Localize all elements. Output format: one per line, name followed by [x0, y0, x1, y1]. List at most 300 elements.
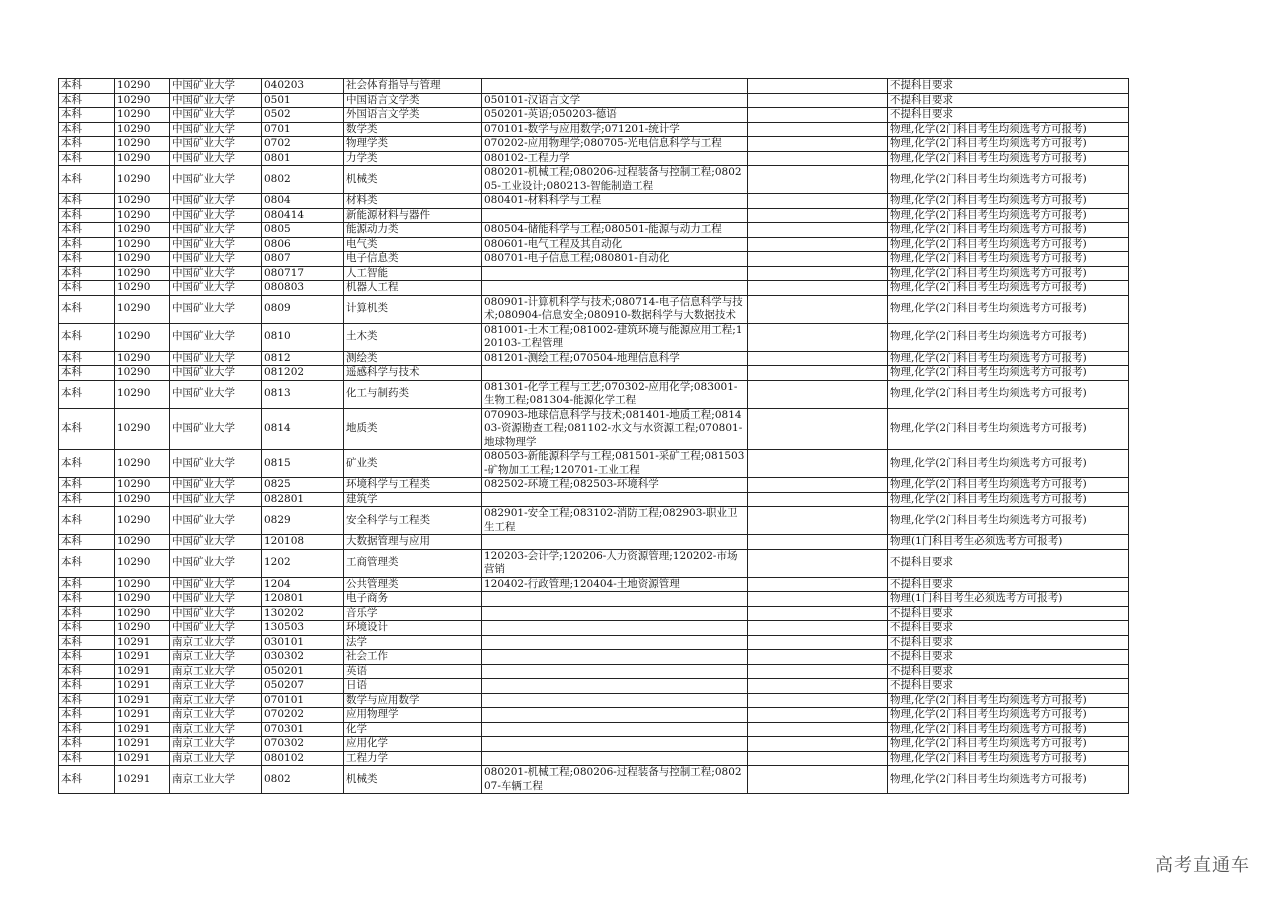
- level-cell: 本科: [59, 151, 115, 166]
- note-cell: [748, 549, 888, 577]
- major-code-cell: 0804: [262, 194, 344, 209]
- school-code-cell: 10291: [115, 650, 170, 665]
- school-code-cell: 10291: [115, 664, 170, 679]
- level-cell: 本科: [59, 693, 115, 708]
- included-majors-cell: [482, 621, 748, 636]
- major-code-cell: 120108: [262, 535, 344, 550]
- included-majors-cell: [482, 664, 748, 679]
- subject-requirement-cell: 物理,化学(2门科目考生均须选考方可报考): [888, 408, 1129, 450]
- included-majors-cell: 080201-机械工程;080206-过程装备与控制工程;080207-车辆工程: [482, 766, 748, 794]
- table-row: [59, 166, 1129, 194]
- note-cell: [748, 79, 888, 94]
- major-code-cell: 050207: [262, 679, 344, 694]
- table-row: [59, 549, 1129, 577]
- major-requirements-table: [58, 78, 1129, 794]
- subject-requirement-cell: 物理,化学(2门科目考生均须选考方可报考): [888, 366, 1129, 381]
- major-name-cell: 电子信息类: [344, 252, 482, 267]
- table-row: [59, 223, 1129, 238]
- subject-requirement-cell: 物理,化学(2门科目考生均须选考方可报考): [888, 281, 1129, 296]
- major-name-cell: 应用化学: [344, 737, 482, 752]
- school-name-cell: 南京工业大学: [170, 664, 262, 679]
- major-code-cell: 030302: [262, 650, 344, 665]
- major-name-cell: 英语: [344, 664, 482, 679]
- school-code-cell: 10291: [115, 766, 170, 794]
- school-name-cell: 南京工业大学: [170, 722, 262, 737]
- table-row: [59, 79, 1129, 94]
- table-row: [59, 151, 1129, 166]
- subject-requirement-cell: 不提科目要求: [888, 108, 1129, 123]
- note-cell: [748, 323, 888, 351]
- included-majors-cell: 082901-安全工程;083102-消防工程;082903-职业卫生工程: [482, 507, 748, 535]
- subject-requirement-cell: 物理,化学(2门科目考生均须选考方可报考): [888, 295, 1129, 323]
- level-cell: 本科: [59, 478, 115, 493]
- table-row: [59, 93, 1129, 108]
- subject-requirement-cell: 物理,化学(2门科目考生均须选考方可报考): [888, 208, 1129, 223]
- major-name-cell: 力学类: [344, 151, 482, 166]
- included-majors-cell: 120203-会计学;120206-人力资源管理;120202-市场营销: [482, 549, 748, 577]
- school-code-cell: 10290: [115, 122, 170, 137]
- major-code-cell: 070301: [262, 722, 344, 737]
- subject-requirement-cell: 不提科目要求: [888, 621, 1129, 636]
- school-name-cell: 南京工业大学: [170, 708, 262, 723]
- note-cell: [748, 351, 888, 366]
- major-code-cell: 0701: [262, 122, 344, 137]
- subject-requirement-cell: 不提科目要求: [888, 606, 1129, 621]
- note-cell: [748, 592, 888, 607]
- major-name-cell: 工商管理类: [344, 549, 482, 577]
- subject-requirement-cell: 物理,化学(2门科目考生均须选考方可报考): [888, 151, 1129, 166]
- note-cell: [748, 208, 888, 223]
- table-row: [59, 380, 1129, 408]
- subject-requirement-cell: 不提科目要求: [888, 93, 1129, 108]
- note-cell: [748, 266, 888, 281]
- major-name-cell: 数学类: [344, 122, 482, 137]
- subject-requirement-cell: 不提科目要求: [888, 549, 1129, 577]
- level-cell: 本科: [59, 79, 115, 94]
- subject-requirement-cell: 物理,化学(2门科目考生均须选考方可报考): [888, 478, 1129, 493]
- table-row: [59, 492, 1129, 507]
- school-code-cell: 10290: [115, 93, 170, 108]
- included-majors-cell: 080701-电子信息工程;080801-自动化: [482, 252, 748, 267]
- school-code-cell: 10290: [115, 549, 170, 577]
- included-majors-cell: 050201-英语;050203-德语: [482, 108, 748, 123]
- included-majors-cell: 080102-工程力学: [482, 151, 748, 166]
- school-name-cell: 中国矿业大学: [170, 606, 262, 621]
- table-row: [59, 295, 1129, 323]
- school-name-cell: 中国矿业大学: [170, 223, 262, 238]
- level-cell: 本科: [59, 366, 115, 381]
- school-name-cell: 中国矿业大学: [170, 535, 262, 550]
- major-code-cell: 1204: [262, 577, 344, 592]
- school-name-cell: 中国矿业大学: [170, 380, 262, 408]
- level-cell: 本科: [59, 592, 115, 607]
- major-code-cell: 080414: [262, 208, 344, 223]
- included-majors-cell: 081001-土木工程;081002-建筑环境与能源应用工程;120103-工程管理: [482, 323, 748, 351]
- major-code-cell: 0825: [262, 478, 344, 493]
- included-majors-cell: 070202-应用物理学;080705-光电信息科学与工程: [482, 137, 748, 152]
- school-code-cell: 10291: [115, 708, 170, 723]
- major-code-cell: 0812: [262, 351, 344, 366]
- table-row: [59, 766, 1129, 794]
- included-majors-cell: 080901-计算机科学与技术;080714-电子信息科学与技术;080904-信息安全;080910-数据科学与大数据技术: [482, 295, 748, 323]
- major-name-cell: 材料类: [344, 194, 482, 209]
- note-cell: [748, 693, 888, 708]
- table-row: [59, 535, 1129, 550]
- school-code-cell: 10290: [115, 208, 170, 223]
- school-name-cell: 中国矿业大学: [170, 79, 262, 94]
- note-cell: [748, 93, 888, 108]
- note-cell: [748, 366, 888, 381]
- table-row: [59, 592, 1129, 607]
- table-row: [59, 722, 1129, 737]
- note-cell: [748, 194, 888, 209]
- table-row: [59, 122, 1129, 137]
- major-name-cell: 遥感科学与技术: [344, 366, 482, 381]
- table-row: [59, 108, 1129, 123]
- included-majors-cell: 080504-储能科学与工程;080501-能源与动力工程: [482, 223, 748, 238]
- major-name-cell: 土木类: [344, 323, 482, 351]
- table-body: [59, 79, 1129, 794]
- subject-requirement-cell: 物理,化学(2门科目考生均须选考方可报考): [888, 194, 1129, 209]
- table-row: [59, 408, 1129, 450]
- level-cell: 本科: [59, 266, 115, 281]
- school-name-cell: 中国矿业大学: [170, 492, 262, 507]
- level-cell: 本科: [59, 635, 115, 650]
- major-code-cell: 0809: [262, 295, 344, 323]
- note-cell: [748, 635, 888, 650]
- table-row: [59, 737, 1129, 752]
- subject-requirement-cell: 不提科目要求: [888, 650, 1129, 665]
- note-cell: [748, 166, 888, 194]
- school-code-cell: 10290: [115, 295, 170, 323]
- included-majors-cell: 081301-化学工程与工艺;070302-应用化学;083001-生物工程;081304-能源化学工程: [482, 380, 748, 408]
- school-name-cell: 中国矿业大学: [170, 450, 262, 478]
- school-code-cell: 10290: [115, 535, 170, 550]
- subject-requirement-cell: 物理,化学(2门科目考生均须选考方可报考): [888, 737, 1129, 752]
- table-row: [59, 366, 1129, 381]
- included-majors-cell: 080601-电气工程及其自动化: [482, 237, 748, 252]
- major-code-cell: 0502: [262, 108, 344, 123]
- major-name-cell: 能源动力类: [344, 223, 482, 238]
- school-code-cell: 10290: [115, 323, 170, 351]
- school-name-cell: 中国矿业大学: [170, 621, 262, 636]
- subject-requirement-cell: 不提科目要求: [888, 79, 1129, 94]
- note-cell: [748, 679, 888, 694]
- table-row: [59, 693, 1129, 708]
- table-row: [59, 323, 1129, 351]
- table-row: [59, 621, 1129, 636]
- school-name-cell: 中国矿业大学: [170, 507, 262, 535]
- note-cell: [748, 295, 888, 323]
- school-name-cell: 中国矿业大学: [170, 237, 262, 252]
- school-name-cell: 南京工业大学: [170, 751, 262, 766]
- major-code-cell: 081202: [262, 366, 344, 381]
- school-code-cell: 10290: [115, 408, 170, 450]
- school-name-cell: 中国矿业大学: [170, 137, 262, 152]
- included-majors-cell: 050101-汉语言文学: [482, 93, 748, 108]
- table-row: [59, 708, 1129, 723]
- major-name-cell: 地质类: [344, 408, 482, 450]
- included-majors-cell: 080503-新能源科学与工程;081501-采矿工程;081503-矿物加工工程;120701-工业工程: [482, 450, 748, 478]
- school-code-cell: 10290: [115, 166, 170, 194]
- included-majors-cell: [482, 679, 748, 694]
- note-cell: [748, 137, 888, 152]
- major-name-cell: 应用物理学: [344, 708, 482, 723]
- level-cell: 本科: [59, 137, 115, 152]
- school-code-cell: 10290: [115, 577, 170, 592]
- major-code-cell: 070101: [262, 693, 344, 708]
- note-cell: [748, 151, 888, 166]
- school-name-cell: 中国矿业大学: [170, 408, 262, 450]
- subject-requirement-cell: 物理,化学(2门科目考生均须选考方可报考): [888, 351, 1129, 366]
- included-majors-cell: 082502-环境工程;082503-环境科学: [482, 478, 748, 493]
- subject-requirement-cell: 物理(1门科目考生必须选考方可报考): [888, 535, 1129, 550]
- included-majors-cell: 070101-数学与应用数学;071201-统计学: [482, 122, 748, 137]
- level-cell: 本科: [59, 208, 115, 223]
- subject-requirement-cell: 物理,化学(2门科目考生均须选考方可报考): [888, 323, 1129, 351]
- major-code-cell: 1202: [262, 549, 344, 577]
- level-cell: 本科: [59, 650, 115, 665]
- included-majors-cell: 080201-机械工程;080206-过程装备与控制工程;080205-工业设计;080213-智能制造工程: [482, 166, 748, 194]
- major-code-cell: 030101: [262, 635, 344, 650]
- major-code-cell: 0815: [262, 450, 344, 478]
- school-name-cell: 中国矿业大学: [170, 592, 262, 607]
- table-row: [59, 664, 1129, 679]
- major-name-cell: 建筑学: [344, 492, 482, 507]
- major-name-cell: 测绘类: [344, 351, 482, 366]
- school-code-cell: 10290: [115, 621, 170, 636]
- subject-requirement-cell: 物理,化学(2门科目考生均须选考方可报考): [888, 693, 1129, 708]
- school-code-cell: 10290: [115, 478, 170, 493]
- major-name-cell: 大数据管理与应用: [344, 535, 482, 550]
- major-name-cell: 机械类: [344, 766, 482, 794]
- school-name-cell: 中国矿业大学: [170, 122, 262, 137]
- subject-requirement-cell: 物理,化学(2门科目考生均须选考方可报考): [888, 708, 1129, 723]
- level-cell: 本科: [59, 223, 115, 238]
- subject-requirement-cell: 不提科目要求: [888, 664, 1129, 679]
- table-row: [59, 507, 1129, 535]
- school-code-cell: 10290: [115, 137, 170, 152]
- table-row: [59, 208, 1129, 223]
- included-majors-cell: [482, 592, 748, 607]
- subject-requirement-cell: 物理(1门科目考生必须选考方可报考): [888, 592, 1129, 607]
- table-row: [59, 478, 1129, 493]
- school-code-cell: 10290: [115, 151, 170, 166]
- level-cell: 本科: [59, 93, 115, 108]
- note-cell: [748, 281, 888, 296]
- level-cell: 本科: [59, 450, 115, 478]
- major-code-cell: 0814: [262, 408, 344, 450]
- subject-requirement-cell: 物理,化学(2门科目考生均须选考方可报考): [888, 223, 1129, 238]
- school-name-cell: 南京工业大学: [170, 650, 262, 665]
- level-cell: 本科: [59, 351, 115, 366]
- level-cell: 本科: [59, 108, 115, 123]
- major-name-cell: 日语: [344, 679, 482, 694]
- school-name-cell: 中国矿业大学: [170, 295, 262, 323]
- table-row: [59, 577, 1129, 592]
- subject-requirement-cell: 物理,化学(2门科目考生均须选考方可报考): [888, 492, 1129, 507]
- major-code-cell: 070302: [262, 737, 344, 752]
- school-code-cell: 10290: [115, 351, 170, 366]
- subject-requirement-cell: 物理,化学(2门科目考生均须选考方可报考): [888, 751, 1129, 766]
- level-cell: 本科: [59, 722, 115, 737]
- watermark: 高考直通车: [1155, 855, 1250, 876]
- level-cell: 本科: [59, 237, 115, 252]
- note-cell: [748, 450, 888, 478]
- school-code-cell: 10291: [115, 722, 170, 737]
- major-name-cell: 中国语言文学类: [344, 93, 482, 108]
- school-code-cell: 10290: [115, 492, 170, 507]
- note-cell: [748, 650, 888, 665]
- subject-requirement-cell: 物理,化学(2门科目考生均须选考方可报考): [888, 722, 1129, 737]
- level-cell: 本科: [59, 507, 115, 535]
- note-cell: [748, 507, 888, 535]
- major-name-cell: 矿业类: [344, 450, 482, 478]
- included-majors-cell: [482, 708, 748, 723]
- note-cell: [748, 722, 888, 737]
- subject-requirement-cell: 物理,化学(2门科目考生均须选考方可报考): [888, 237, 1129, 252]
- included-majors-cell: [482, 693, 748, 708]
- school-name-cell: 南京工业大学: [170, 635, 262, 650]
- level-cell: 本科: [59, 751, 115, 766]
- school-name-cell: 中国矿业大学: [170, 166, 262, 194]
- major-name-cell: 外国语言文学类: [344, 108, 482, 123]
- school-name-cell: 中国矿业大学: [170, 108, 262, 123]
- major-code-cell: 080102: [262, 751, 344, 766]
- subject-requirement-cell: 物理,化学(2门科目考生均须选考方可报考): [888, 137, 1129, 152]
- major-name-cell: 机器人工程: [344, 281, 482, 296]
- level-cell: 本科: [59, 549, 115, 577]
- school-name-cell: 南京工业大学: [170, 766, 262, 794]
- school-code-cell: 10290: [115, 380, 170, 408]
- included-majors-cell: [482, 208, 748, 223]
- table-row: [59, 635, 1129, 650]
- subject-requirement-cell: 不提科目要求: [888, 635, 1129, 650]
- major-code-cell: 070202: [262, 708, 344, 723]
- school-code-cell: 10291: [115, 751, 170, 766]
- level-cell: 本科: [59, 492, 115, 507]
- major-code-cell: 0501: [262, 93, 344, 108]
- major-name-cell: 环境科学与工程类: [344, 478, 482, 493]
- school-code-cell: 10290: [115, 450, 170, 478]
- table-row: [59, 679, 1129, 694]
- major-code-cell: 130503: [262, 621, 344, 636]
- included-majors-cell: [482, 722, 748, 737]
- school-code-cell: 10291: [115, 679, 170, 694]
- major-name-cell: 计算机类: [344, 295, 482, 323]
- major-name-cell: 工程力学: [344, 751, 482, 766]
- school-name-cell: 中国矿业大学: [170, 194, 262, 209]
- major-code-cell: 0805: [262, 223, 344, 238]
- major-code-cell: 0829: [262, 507, 344, 535]
- table-row: [59, 351, 1129, 366]
- included-majors-cell: [482, 751, 748, 766]
- school-code-cell: 10290: [115, 108, 170, 123]
- school-name-cell: 中国矿业大学: [170, 151, 262, 166]
- included-majors-cell: [482, 650, 748, 665]
- included-majors-cell: [482, 366, 748, 381]
- level-cell: 本科: [59, 295, 115, 323]
- major-name-cell: 安全科学与工程类: [344, 507, 482, 535]
- school-code-cell: 10290: [115, 237, 170, 252]
- subject-requirement-cell: 物理,化学(2门科目考生均须选考方可报考): [888, 166, 1129, 194]
- level-cell: 本科: [59, 122, 115, 137]
- included-majors-cell: [482, 281, 748, 296]
- school-name-cell: 中国矿业大学: [170, 366, 262, 381]
- school-code-cell: 10290: [115, 194, 170, 209]
- school-name-cell: 中国矿业大学: [170, 577, 262, 592]
- major-name-cell: 电气类: [344, 237, 482, 252]
- school-code-cell: 10290: [115, 252, 170, 267]
- school-name-cell: 中国矿业大学: [170, 208, 262, 223]
- major-name-cell: 机械类: [344, 166, 482, 194]
- note-cell: [748, 708, 888, 723]
- note-cell: [748, 766, 888, 794]
- major-name-cell: 化工与制药类: [344, 380, 482, 408]
- subject-requirement-cell: 物理,化学(2门科目考生均须选考方可报考): [888, 266, 1129, 281]
- school-code-cell: 10290: [115, 507, 170, 535]
- included-majors-cell: 080401-材料科学与工程: [482, 194, 748, 209]
- major-name-cell: 新能源材料与器件: [344, 208, 482, 223]
- school-code-cell: 10290: [115, 592, 170, 607]
- school-name-cell: 中国矿业大学: [170, 266, 262, 281]
- major-code-cell: 082801: [262, 492, 344, 507]
- note-cell: [748, 252, 888, 267]
- table-row: [59, 266, 1129, 281]
- school-name-cell: 南京工业大学: [170, 679, 262, 694]
- note-cell: [748, 535, 888, 550]
- school-code-cell: 10290: [115, 79, 170, 94]
- major-code-cell: 0813: [262, 380, 344, 408]
- level-cell: 本科: [59, 281, 115, 296]
- included-majors-cell: [482, 635, 748, 650]
- school-code-cell: 10291: [115, 635, 170, 650]
- school-name-cell: 南京工业大学: [170, 693, 262, 708]
- note-cell: [748, 577, 888, 592]
- level-cell: 本科: [59, 708, 115, 723]
- note-cell: [748, 380, 888, 408]
- major-code-cell: 0807: [262, 252, 344, 267]
- major-name-cell: 物理学类: [344, 137, 482, 152]
- level-cell: 本科: [59, 766, 115, 794]
- major-name-cell: 法学: [344, 635, 482, 650]
- school-code-cell: 10290: [115, 223, 170, 238]
- note-cell: [748, 478, 888, 493]
- table-row: [59, 650, 1129, 665]
- included-majors-cell: [482, 535, 748, 550]
- school-name-cell: 中国矿业大学: [170, 549, 262, 577]
- major-code-cell: 0802: [262, 166, 344, 194]
- included-majors-cell: [482, 492, 748, 507]
- school-name-cell: 中国矿业大学: [170, 478, 262, 493]
- major-name-cell: 数学与应用数学: [344, 693, 482, 708]
- major-code-cell: 120801: [262, 592, 344, 607]
- major-code-cell: 050201: [262, 664, 344, 679]
- subject-requirement-cell: 物理,化学(2门科目考生均须选考方可报考): [888, 450, 1129, 478]
- level-cell: 本科: [59, 577, 115, 592]
- level-cell: 本科: [59, 606, 115, 621]
- school-name-cell: 中国矿业大学: [170, 351, 262, 366]
- table-row: [59, 252, 1129, 267]
- level-cell: 本科: [59, 323, 115, 351]
- note-cell: [748, 408, 888, 450]
- major-code-cell: 130202: [262, 606, 344, 621]
- level-cell: 本科: [59, 664, 115, 679]
- included-majors-cell: [482, 606, 748, 621]
- school-code-cell: 10291: [115, 693, 170, 708]
- major-code-cell: 0810: [262, 323, 344, 351]
- included-majors-cell: 081201-测绘工程;070504-地理信息科学: [482, 351, 748, 366]
